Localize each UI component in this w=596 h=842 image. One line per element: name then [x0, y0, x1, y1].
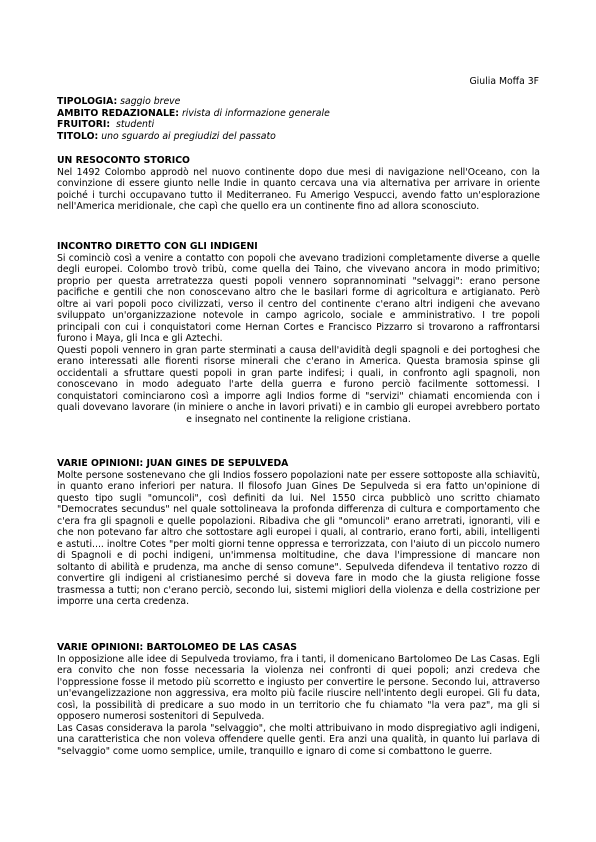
section-paragraph: Molte persone sostenevano che gli Indios fossero popolazioni nate per essere sottoposte alla schiavitù, in quanto erano inferiori per natura. Il filosofo Juan Gines De Sepulveda si era fatto un'opinione di questo tipo sugli "omuncoli", così definiti da lui. Nel 1550 circa pubblicò uno scritto chiamato "Democrates secundus" nel quale sottolineava la profonda differenza di cultura e comportamento che c'era fra gli spagnoli e quelle popolazioni. Ribadiva che gli "omuncoli" erano arretrati, ignoranti, vili e che non potevano far altro che sottostare agli europei i quali, al contrario, erano forti, abili, intelligenti e astuti.... inoltre Cotes "per molti giorni tenne oppressa e terrorizzata, con l'aiuto di un piccolo numero di Spagnoli e di pochi indigeni, un'immensa moltitudine, che dava l'impressione di mancare non soltanto di abilità e prudenza, ma anche di senso comune". Sepulveda difendeva il tentativo rozzo di convertire gli indigeni al cristianesimo perché si doveva fare in modo che la giusta religione fosse trasmessa a tutti; non c'erano perciò, secondo lui, sistemi migliori della violenza e della costrizione per imporre una certa credenza. — [57, 469, 540, 607]
meta-label: FRUITORI: — [57, 119, 111, 130]
section-title: VARIE OPINIONI: JUAN GINES DE SEPULVEDA — [57, 458, 289, 469]
meta-value: uno sguardo ai pregiudizi del passato — [101, 130, 276, 142]
author-name: Giulia Moffa 3F — [469, 76, 539, 87]
meta-value: rivista di informazione generale — [181, 107, 330, 119]
meta-value: saggio breve — [120, 96, 181, 107]
section-incontro — [57, 241, 540, 425]
section-title: UN RESOCONTO STORICO — [57, 155, 190, 166]
section-paragraph: Questi popoli vennero in gran parte sterminati a causa dell'avidità degli spagnoli e dei portoghesi che erano interessati alle fiorenti risorse minerali che c'erano in America. Questa bramosia spinse gli occidentali a sfruttare questi popoli in gran parte indifesi; i quali, in confronto agli spagnoli, non conoscevano in modo adeguato l'arte della guerra e furono perciò facilmente sottomessi. I conquistatori cominciarono così a imporre agli Indios forme di "servizi" chiamati encomienda con i quali dovevano lavorare (in miniere o anche in lavori privati) e in cambio gli europei avrebbero portato e insegnato nel continente la religione cristiana. — [57, 344, 540, 425]
section-sepulveda — [57, 458, 540, 608]
meta-row-ambito — [57, 108, 540, 120]
section-resoconto — [57, 155, 540, 213]
meta-row-fruitori — [57, 119, 540, 131]
meta-block — [57, 96, 540, 142]
section-title: VARIE OPINIONI: BARTOLOMEO DE LAS CASAS — [57, 642, 297, 653]
meta-row-titolo — [57, 131, 540, 143]
section-paragraph: In opposizione alle idee di Sepulveda troviamo, fra i tanti, il domenicano Bartolomeo De Las Casas. Egli era convito che non fosse necessaria la violenza nei confronti di quei popoli; anzi credeva che l'oppressione fosse il metodo più scorretto e ingiusto per convertire le persone. Secondo lui, attraverso un'evangelizzazione non aggressiva, era molto più facile riuscire nell'intento degli europei. Gli fu data, così, la possibilità di predicare a suo modo in un territorio che fu chiamato "la vera paz", ma gli si opposero numerosi sostenitori di Sepulveda. — [57, 653, 540, 722]
meta-row-tipologia — [57, 96, 540, 108]
section-las-casas — [57, 642, 540, 757]
meta-label: TITOLO: — [57, 130, 99, 142]
section-paragraph: Las Casas considerava la parola "selvaggio", che molti attribuivano in modo dispregiativo agli indigeni, una caratteristica che non voleva offendere quelle genti. Era anzi una qualità, in quanto lui parlava di "selvaggio" come uomo semplice, umile, tranquillo e ignaro di come si combattono le guerre. — [57, 722, 540, 757]
section-paragraph: Si cominciò così a venire a contatto con popoli che avevano tradizioni completamente diverse a quelle degli europei. Colombo trovò tribù, come quella dei Taino, che vivevano ancora in modo primitivo; proprio per questa arretratezza questi popoli vennero soprannominati "selvaggi": erano persone pacifiche e gentili che non conoscevano altro che le basilari forme di agricoltura e artigianato. Però oltre ai vari popoli poco civilizzati, verso il centro del continente c'erano altri indigeni che avevano sviluppato un'organizzazione notevole in campo agricolo, sociale e amministrativo. I tre popoli principali con cui i conquistatori come Hernan Cortes e Francisco Pizzarro si trovarono a raffrontarsi furono i Maya, gli Inca e gli Aztechi. — [57, 252, 540, 344]
meta-value: studenti — [116, 119, 155, 130]
meta-label: AMBITO REDAZIONALE: — [57, 107, 179, 119]
section-title: INCONTRO DIRETTO CON GLI INDIGENI — [57, 241, 258, 252]
meta-label: TIPOLOGIA: — [57, 96, 118, 107]
section-paragraph: Nel 1492 Colombo approdò nel nuovo continente dopo due mesi di navigazione nell'Oceano, con la convinzione di essere giunto nelle Indie in quanto cercava una via alternativa per arrivare in oriente poiché i turchi occupavano tutto il Mediterraneo. Fu Amerigo Vespucci, avendo fatto un'esplorazione nell'America meridionale, che capì che quello era un continente fino ad allora sconosciuto. — [57, 166, 540, 212]
